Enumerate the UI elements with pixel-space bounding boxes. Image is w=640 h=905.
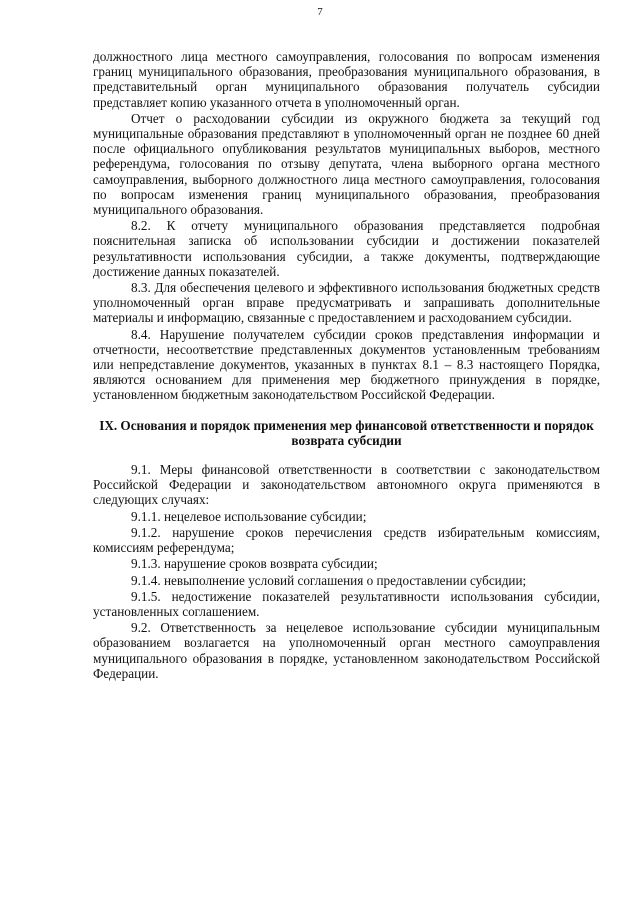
- paragraph-9-2: 9.2. Ответственность за нецелевое использование субсидии муниципальным образованием возлагается на уполномоченный орган местного самоуправления муниципального образования в порядке, установленном законодательством Российской Федерации.: [93, 620, 600, 681]
- paragraph-9-1-5: 9.1.5. недостижение показателей результативности использования субсидии, установленных соглашением.: [93, 588, 600, 619]
- paragraph-report-deadline: Отчет о расходовании субсидии из окружного бюджета за текущий год муниципальные образования представляют в уполномоченный орган не позднее 60 дней после официального опубликования результатов муниципальных выборов, местного референдума, голосования по отзыву депутата, члена выборного органа местного самоуправления, выборного должностного лица местного самоуправления, голосования по вопросам изменения границ муниципального образования, преобразования муниципального образования.: [93, 110, 600, 218]
- paragraph-continuation: должностного лица местного самоуправления, голосования по вопросам изменения границ муниципального образования, преобразования муниципального образования, в представительный орган муниципального образования получатель субсидии представляет копию указанного отчета в уполномоченный орган.: [93, 49, 600, 110]
- paragraph-8-4: 8.4. Нарушение получателем субсидии сроков представления информации и отчетности, несоответствие представленных документов установленным требованиям или непредставление документов, указанных в пунктах 8.1 – 8.3 настоящего Порядка, являются основанием для применения мер бюджетного принуждения в порядке, установленном бюджетным законодательством Российской Федерации.: [93, 326, 600, 403]
- document-body: [93, 49, 600, 682]
- paragraph-9-1-3: 9.1.3. нарушение сроков возврата субсидии;: [131, 556, 378, 572]
- paragraph-8-2: 8.2. К отчету муниципального образования представляется подробная пояснительная записка об использовании субсидии и достижении показателей результативности использования субсидии, а также документы, подтверждающие достижение данных показателей.: [93, 218, 600, 279]
- page-number: 7: [317, 6, 323, 18]
- paragraph-9-1-4: 9.1.4. невыполнение условий соглашения о предоставлении субсидии;: [131, 572, 527, 588]
- paragraph-9-1-1: 9.1.1. нецелевое использование субсидии;: [131, 508, 367, 524]
- section-heading: IX. Основания и порядок применения мер финансовой ответственности и порядок возврата субсидии: [99, 417, 594, 448]
- paragraph-8-3: 8.3. Для обеспечения целевого и эффективного использования бюджетных средств уполномоченный орган вправе предусматривать и запрашивать дополнительные материалы и информацию, связанные с предоставлением и расходованием субсидии.: [93, 280, 600, 326]
- paragraph-9-1: 9.1. Меры финансовой ответственности в соответствии с законодательством Российской Федерации и законодательством автономного округа применяются в следующих случаях:: [93, 462, 600, 508]
- paragraph-9-1-2: 9.1.2. нарушение сроков перечисления средств избирательным комиссиям, комиссиям референдума;: [93, 524, 600, 556]
